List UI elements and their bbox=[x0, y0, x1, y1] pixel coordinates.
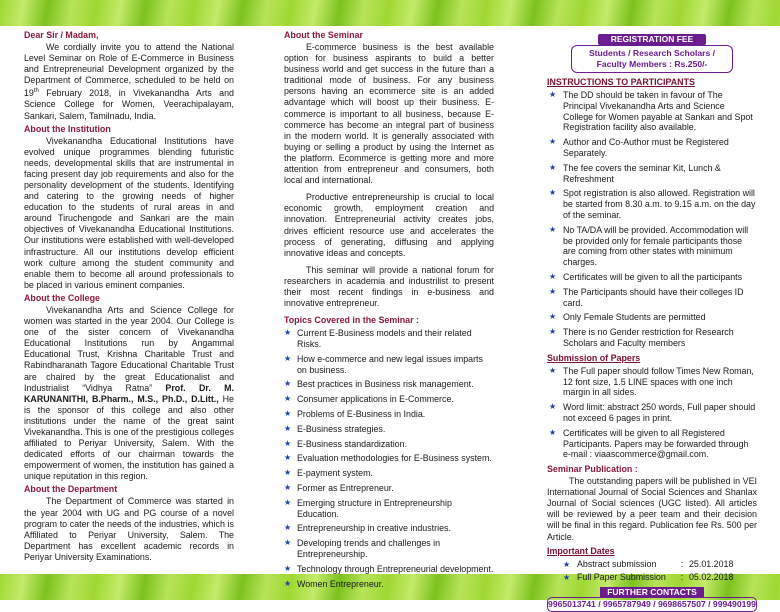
star-icon: ★ bbox=[549, 427, 557, 437]
instructions-list bbox=[547, 90, 757, 349]
star-icon: ★ bbox=[563, 572, 571, 582]
list-item: ★ Certificates will be given to all the participants bbox=[549, 271, 743, 282]
top-green-band bbox=[0, 0, 780, 26]
brochure-body bbox=[0, 28, 780, 609]
column-left bbox=[24, 28, 234, 564]
contact-numbers: 9965013741 / 9965787949 / 9698657507 / 999490199 bbox=[548, 598, 756, 609]
further-contacts-title: FURTHER CONTACTS bbox=[600, 587, 704, 597]
star-icon: ★ bbox=[549, 271, 557, 281]
list-item: ★ How e-commerce and new legal issues imparts on business. bbox=[284, 353, 483, 375]
list-item: ★ The DD should be taken in favour of The Principal Vivekanandha Arts and Science College for Women payable at Sankari and Spot Registration facility also available. bbox=[549, 90, 753, 133]
list-item: ★ Current E-Business models and their related Risks. bbox=[284, 328, 472, 349]
star-icon: ★ bbox=[549, 402, 557, 412]
star-icon: ★ bbox=[549, 365, 557, 375]
column-right bbox=[547, 28, 757, 612]
star-icon: ★ bbox=[284, 423, 292, 433]
list-item: ★ Women Entrepreneur. bbox=[284, 578, 384, 589]
chairman-name: Prof. Dr. M. KARUNANITHI, B.Pharm., M.S., Ph.D., D.Litt., bbox=[24, 382, 234, 404]
list-item: ★ E-Business standardization. bbox=[284, 438, 408, 449]
star-icon: ★ bbox=[284, 523, 292, 533]
college-text: Vivekanandha Arts and Science College for women was started in the year 2004. Our College is one of the sister concern of Vivekanandha Educational Institutions run by Angammal Educational Trust, Krishna Charitable Trust and Rabindharanath Tagore Educational Charitable Trust are chaired by the great Educationalist and Industrialist “Vidhya Ratna” bbox=[24, 304, 234, 393]
list-item: ★ The Full paper should follow Times New Roman, 12 font size, 1.5 LINE spaces with one inch margin in all sides. bbox=[549, 365, 754, 398]
list-item: ★ Problems of E-Business in India. bbox=[284, 408, 426, 419]
submission-list bbox=[547, 366, 757, 460]
star-icon: ★ bbox=[284, 482, 292, 492]
list-item: ★ Developing trends and challenges in Entrepreneurship. bbox=[284, 538, 441, 559]
dates-heading: Important Dates bbox=[547, 545, 615, 556]
list-item: ★ The fee covers the seminar Kit, Lunch & Refreshment bbox=[549, 162, 721, 184]
list-item: ★ Evaluation methodologies for E-Business system. bbox=[284, 453, 492, 464]
date-row-full-paper: ★ Full Paper Submission : 05.02.2018 bbox=[563, 571, 734, 582]
star-icon: ★ bbox=[549, 224, 557, 234]
list-item: ★ Former as Entrepreneur. bbox=[284, 482, 394, 493]
list-item: ★ There is no Gender restriction for Research Scholars and Faculty members bbox=[549, 327, 734, 348]
salutation: Dear Sir / Madam, bbox=[24, 30, 99, 40]
list-item: ★ Spot registration is also allowed. Registration will be started from 8.30 a.m. to 9.15 a.m. on the day of the seminar. bbox=[549, 188, 756, 220]
list-item: ★ Best practices in Business risk management. bbox=[284, 379, 474, 390]
topics-heading: Topics Covered in the Seminar : bbox=[284, 315, 419, 326]
topics-list bbox=[284, 328, 494, 589]
list-item: ★ The Participants should have their colleges ID card. bbox=[549, 286, 744, 308]
college-text-rest: He is the sponsor of this college and also other institutions under the name of the great saint Vivekanandha. This is one of the prestigious colleges affiliated to Periyar University, Salem. With the dedicated efforts of our chairman towards the empowerment of women, the institution has gained a unique reputation in this region. bbox=[24, 393, 234, 482]
list-item: ★ Word limit: abstract 250 words, Full paper should not exceed 6 pages in print. bbox=[549, 402, 756, 423]
invitation-text-rest: February 2018, in Vivekanandha Arts and Science College for Women, Veerachipalayam, Sankari, Salem, Tamilnadu, India. bbox=[24, 88, 234, 121]
invitation-paragraph bbox=[24, 42, 234, 122]
publication-heading: Seminar Publication : bbox=[547, 464, 638, 475]
email-address[interactable]: e-mail : viaascommerce@gmail.com. bbox=[563, 449, 709, 460]
seminar-paragraph-2: Productive entrepreneurship is crucial to local economic growth, employment creation and innovation. Entrepreneurial activity creates jobs, drives efficient resource use and accelerates the process of generating, diffusing and applying innovative ideas and concepts. bbox=[284, 192, 494, 258]
star-icon: ★ bbox=[549, 188, 557, 198]
publication-paragraph: The outstanding papers will be published in VEI International Journal of Social Sciences and Shanlax Journal of Social sciences (UGC listed). All articles will be reviewed by a peer team and their decision will be final in this regard. Publication fee Rs. 500 per Article. bbox=[547, 476, 757, 542]
list-item: ★ Technology through Entrepreneurial development. bbox=[284, 563, 494, 574]
star-icon: ★ bbox=[549, 286, 557, 296]
star-icon: ★ bbox=[549, 327, 557, 337]
list-item: ★ E-Business strategies. bbox=[284, 423, 386, 434]
invitation-day-suffix: th bbox=[33, 88, 39, 95]
important-dates bbox=[547, 559, 757, 583]
list-item: ★ E-payment system. bbox=[284, 468, 373, 479]
star-icon: ★ bbox=[284, 497, 292, 507]
star-icon: ★ bbox=[284, 538, 292, 548]
list-item: ★ No TA/DA will be provided. Accommodation will be provided only for female participants those are coming from other states with minimum charges. bbox=[549, 224, 749, 268]
star-icon: ★ bbox=[549, 137, 557, 147]
star-icon: ★ bbox=[549, 90, 557, 99]
column-middle bbox=[284, 28, 494, 593]
further-contacts-box bbox=[547, 597, 757, 612]
star-icon: ★ bbox=[284, 328, 292, 338]
college-heading: About the College bbox=[24, 292, 100, 303]
star-icon: ★ bbox=[563, 559, 571, 569]
star-icon: ★ bbox=[284, 453, 292, 463]
registration-fee-title: REGISTRATION FEE bbox=[598, 34, 706, 45]
registration-fee-line-2: Faculty Members : Rs.250/- bbox=[596, 59, 708, 69]
submission-heading: Submission of Papers bbox=[547, 352, 641, 363]
seminar-paragraph-3: This seminar will provide a national forum for researchers in academia and industrilist to present their most recent findings in e-business and innovative entrepreneur. bbox=[284, 264, 494, 309]
list-item: ★ Only Female Students are permitted bbox=[549, 312, 706, 323]
invitation-text: We cordially invite you to attend the National Level Seminar on Role of E-Commerce in Business and Entrepreneurial Development organized by the Department of Commerce, scheduled to be held on bbox=[24, 42, 234, 86]
invitation-day: 19 bbox=[24, 88, 34, 99]
seminar-heading: About the Seminar bbox=[284, 30, 363, 40]
list-item: ★ Emerging structure in Entrepreneurship Education. bbox=[284, 497, 452, 519]
star-icon: ★ bbox=[284, 353, 292, 363]
star-icon: ★ bbox=[284, 563, 292, 573]
registration-fee-box bbox=[571, 45, 733, 73]
list-item: ★ Author and Co-Author must be Registered Separately. bbox=[549, 137, 729, 158]
department-paragraph: The Department of Commerce was started in the year 2004 with UG and PG course of a novel program to cater the needs of the industries, which is Affiliated to Periyar University, Salem. The Department has excellent academic records in Periyar University Examinations. bbox=[24, 496, 234, 562]
star-icon: ★ bbox=[284, 468, 292, 478]
star-icon: ★ bbox=[284, 379, 292, 389]
star-icon: ★ bbox=[549, 162, 557, 172]
star-icon: ★ bbox=[549, 312, 557, 322]
date-row-abstract: ★ Abstract submission : 25.01.2018 bbox=[563, 558, 734, 569]
star-icon: ★ bbox=[284, 578, 292, 588]
registration-fee-line-1: Students / Research Scholars / bbox=[588, 48, 716, 58]
star-icon: ★ bbox=[284, 408, 292, 418]
star-icon: ★ bbox=[284, 394, 292, 404]
department-heading: About the Department bbox=[24, 484, 118, 495]
institution-paragraph: Vivekanandha Educational Institutions have evolved unique programmes blending futuristic needs, developmental skills that are instrumental in facing present day job requirements and also for the personality development of the students. Identifying and catering to the growing needs of higher education to the students of rural areas in and around Tiruchengode and Sankari are the main objectives of Vivekanandha Educational Institutions. Our institutions were established with well-developed infrastructure. All our institutions develop efficient work culture among the student community and enable them to become all around professionals to be placed in various eminent companies. bbox=[24, 135, 234, 290]
star-icon: ★ bbox=[284, 438, 292, 448]
seminar-paragraph-1: E-commerce business is the best available option for business aspirants to build a better business world and get success in the future than a traditional mode of business. For any business persons having an ecommerce site is an added advantage which will boost up their business. E-commerce is important to all business, because E-commerce has become an integral part of business in the modern world. It is generally associated with buying or selling a product by using the Internet as the platform. Ecommerce is getting more and more attention from entrepreneur and consumers, both local and international. bbox=[284, 42, 494, 186]
list-item: ★ Entrepreneurship in creative industries. bbox=[284, 523, 451, 534]
list-item: ★ Consumer applications in E-Commerce. bbox=[284, 394, 454, 405]
instructions-heading: INSTRUCTIONS TO PARTICIPANTS bbox=[547, 77, 695, 87]
college-paragraph bbox=[24, 305, 234, 483]
list-item: ★ Certificates will be given to all Registered Participants. Papers may be forwarded through e-mail : viaascommerce@gmail.com. bbox=[549, 427, 749, 460]
institution-heading: About the Institution bbox=[24, 123, 111, 134]
